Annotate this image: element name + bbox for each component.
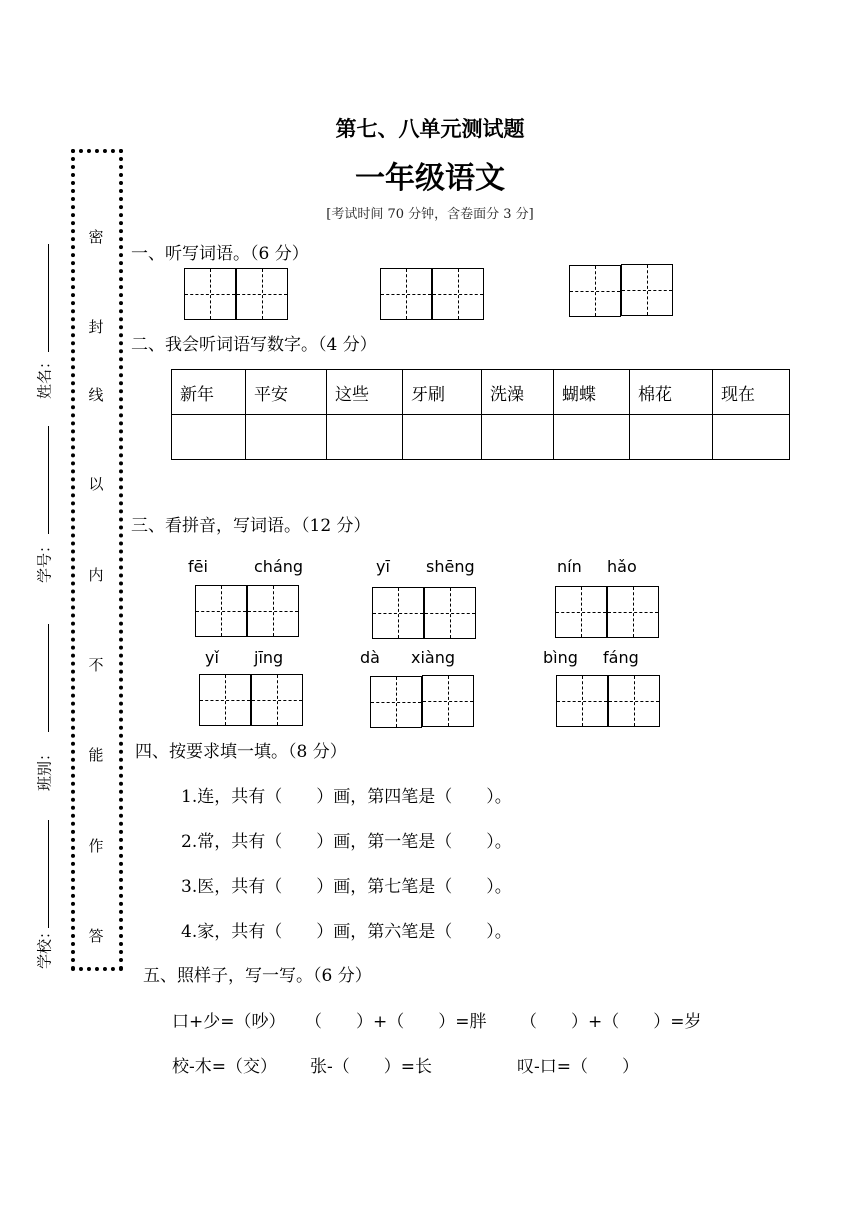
answer-cell[interactable] bbox=[482, 415, 554, 460]
pinyin-label: fēi bbox=[188, 557, 208, 576]
pinyin-label: xiàng bbox=[411, 648, 456, 667]
writing-cell[interactable] bbox=[247, 585, 299, 637]
table-header-cell: 蝴蝶 bbox=[554, 370, 630, 415]
table-header-cell: 牙刷 bbox=[403, 370, 482, 415]
seal-char: 封 bbox=[88, 318, 104, 336]
writing-cell[interactable] bbox=[422, 675, 474, 727]
table-header-cell: 这些 bbox=[327, 370, 403, 415]
pinyin-label: dà bbox=[360, 648, 380, 667]
answer-cell[interactable] bbox=[403, 415, 482, 460]
student-id-label: 学号： bbox=[35, 538, 54, 584]
stroke-question: 4.家，共有（ ）画，第六笔是（ ）。 bbox=[181, 922, 512, 942]
section-4-heading: 四、按要求填一填。（8 分） bbox=[135, 742, 347, 762]
writing-cell[interactable] bbox=[608, 675, 660, 727]
writing-cell[interactable] bbox=[607, 586, 659, 638]
writing-cell[interactable] bbox=[569, 265, 621, 317]
seal-char: 以 bbox=[88, 475, 104, 493]
writing-cell[interactable] bbox=[251, 674, 303, 726]
fill-item: 张-（ ）=长 bbox=[310, 1057, 432, 1077]
pinyin-label: cháng bbox=[254, 557, 304, 576]
school-label: 学校： bbox=[35, 924, 54, 970]
answer-cell[interactable] bbox=[554, 415, 630, 460]
writing-cell[interactable] bbox=[184, 268, 236, 320]
seal-char: 能 bbox=[88, 746, 104, 764]
school-line bbox=[48, 820, 49, 928]
name-line bbox=[48, 244, 49, 352]
name-label: 姓名： bbox=[35, 354, 54, 400]
writing-cell[interactable] bbox=[372, 587, 424, 639]
example-item: 校-木=（交） bbox=[172, 1057, 277, 1077]
table-header-cell: 棉花 bbox=[630, 370, 713, 415]
class-label: 班别： bbox=[35, 746, 54, 792]
table-header-cell: 平安 bbox=[246, 370, 327, 415]
section-5-heading: 五、照样子，写一写。（6 分） bbox=[143, 966, 372, 986]
writing-cell[interactable] bbox=[199, 674, 251, 726]
pinyin-label: shēng bbox=[426, 557, 475, 576]
writing-cell[interactable] bbox=[424, 587, 476, 639]
pinyin-label: bìng bbox=[543, 648, 578, 667]
table-header-cell: 现在 bbox=[713, 370, 790, 415]
answer-cell[interactable] bbox=[713, 415, 790, 460]
class-line bbox=[48, 624, 49, 732]
page-title: 第七、八单元测试题 bbox=[335, 117, 525, 141]
writing-cell[interactable] bbox=[621, 264, 673, 316]
answer-cell[interactable] bbox=[246, 415, 327, 460]
answer-cell[interactable] bbox=[327, 415, 403, 460]
student-id-line bbox=[48, 426, 49, 534]
seal-char: 不 bbox=[88, 656, 104, 674]
section-2-heading: 二、我会听词语写数字。（4 分） bbox=[131, 335, 377, 355]
stroke-question: 2.常，共有（ ）画，第一笔是（ ）。 bbox=[181, 832, 512, 852]
seal-char: 作 bbox=[88, 837, 104, 855]
answer-cell[interactable] bbox=[630, 415, 713, 460]
page-subtitle: 一年级语文 bbox=[355, 161, 505, 196]
fill-item: （ ）+（ ）=岁 bbox=[520, 1012, 702, 1032]
section-3-heading: 三、看拼音，写词语。（12 分） bbox=[131, 516, 371, 536]
pinyin-label: jīng bbox=[254, 648, 284, 667]
answer-cell[interactable] bbox=[172, 415, 246, 460]
pinyin-label: yǐ bbox=[205, 648, 219, 667]
table-header-cell: 新年 bbox=[172, 370, 246, 415]
exam-note: [考试时间 70 分钟，含卷面分 3 分] bbox=[326, 207, 534, 222]
pinyin-label: yī bbox=[376, 557, 390, 576]
seal-char: 内 bbox=[88, 566, 104, 584]
writing-cell[interactable] bbox=[380, 268, 432, 320]
writing-cell[interactable] bbox=[432, 268, 484, 320]
writing-cell[interactable] bbox=[556, 675, 608, 727]
pinyin-label: fáng bbox=[603, 648, 639, 667]
seal-char: 答 bbox=[88, 927, 104, 945]
table-header-cell: 洗澡 bbox=[482, 370, 554, 415]
pinyin-label: hǎo bbox=[607, 557, 637, 576]
number-table bbox=[171, 369, 790, 460]
fill-item: （ ）+（ ）=胖 bbox=[305, 1012, 487, 1032]
writing-cell[interactable] bbox=[555, 586, 607, 638]
seal-char: 密 bbox=[88, 228, 104, 246]
example-item: 口+少=（吵） bbox=[172, 1012, 286, 1032]
fill-item: 叹-口=（ ） bbox=[517, 1057, 639, 1077]
writing-cell[interactable] bbox=[195, 585, 247, 637]
stroke-question: 1.连，共有（ ）画，第四笔是（ ）。 bbox=[181, 787, 512, 807]
section-1-heading: 一、听写词语。（6 分） bbox=[131, 244, 309, 264]
pinyin-label: nín bbox=[557, 557, 582, 576]
seal-char: 线 bbox=[88, 386, 104, 404]
writing-cell[interactable] bbox=[370, 676, 422, 728]
writing-cell[interactable] bbox=[236, 268, 288, 320]
stroke-question: 3.医，共有（ ）画，第七笔是（ ）。 bbox=[181, 877, 512, 897]
